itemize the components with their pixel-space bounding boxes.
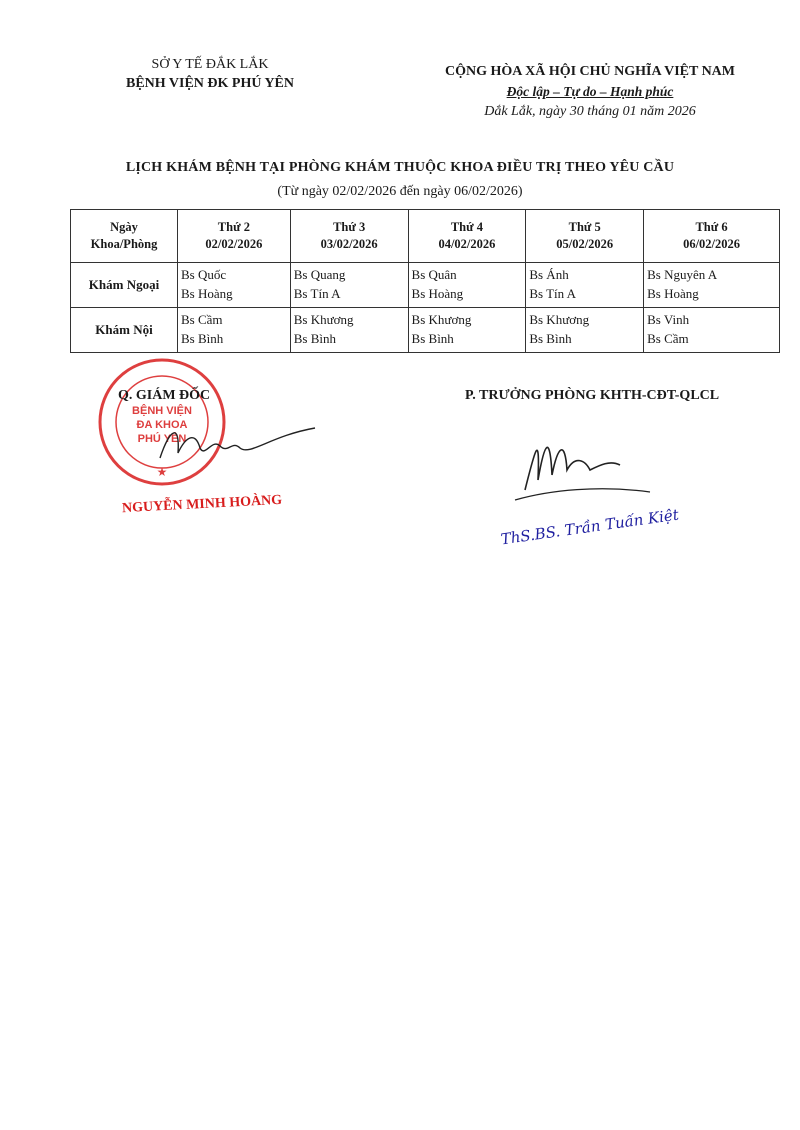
table-cell: Bs Quang Bs Tín A xyxy=(290,263,408,308)
document-title: LỊCH KHÁM BỆNH TẠI PHÒNG KHÁM THUỘC KHOA ĐIỀU TRỊ THEO YÊU CẦU xyxy=(125,160,675,175)
svg-text:★: ★ xyxy=(156,465,168,479)
table-row xyxy=(71,263,780,308)
table-cell: Bs Vinh Bs Cầm xyxy=(644,308,780,353)
left-signature xyxy=(150,418,320,473)
table-cell: Bs Khương Bs Bình xyxy=(408,308,526,353)
table-cell: Bs Cầm Bs Bình xyxy=(178,308,291,353)
table-row xyxy=(71,308,780,353)
column-header: Thứ 2 02/02/2026 xyxy=(178,210,291,263)
department-name: SỞ Y TẾ ĐẮK LẮK xyxy=(151,57,269,72)
right-signature xyxy=(510,420,660,520)
corner-header: Ngày Khoa/Phòng xyxy=(71,210,178,263)
column-header: Thứ 6 06/02/2026 xyxy=(644,210,780,263)
document-date: Dắk Lắk, ngày 30 tháng 01 năm 2026 xyxy=(484,104,696,119)
svg-text:ĐA KHOA: ĐA KHOA xyxy=(136,419,188,431)
country-name: CỘNG HÒA XÃ HỘI CHỦ NGHĨA VIỆT NAM xyxy=(444,64,735,79)
document-subtitle: (Từ ngày 02/02/2026 đến ngày 06/02/2026) xyxy=(277,184,523,199)
right-signatory-title: P. TRƯỞNG PHÒNG KHTH-CĐT-QLCL xyxy=(465,388,720,403)
column-header: Thứ 3 03/02/2026 xyxy=(290,210,408,263)
svg-text:BỆNH VIỆN: BỆNH VIỆN xyxy=(132,405,192,417)
row-label: Khám Ngoại xyxy=(71,263,178,308)
row-label: Khám Nội xyxy=(71,308,178,353)
left-signatory-name: NGUYỄN MINH HOÀNG xyxy=(121,492,283,517)
table-cell: Bs Nguyên A Bs Hoàng xyxy=(644,263,780,308)
left-signatory-title: Q. GIÁM ĐỐC xyxy=(118,388,211,403)
schedule-table xyxy=(70,209,780,353)
table-cell: Bs Quốc Bs Hoàng xyxy=(178,263,291,308)
table-cell: Bs Ánh Bs Tín A xyxy=(526,263,644,308)
column-header: Thứ 5 05/02/2026 xyxy=(526,210,644,263)
organization-header xyxy=(95,55,325,93)
table-cell: Bs Khương Bs Bình xyxy=(290,308,408,353)
right-signatory-name: ThS.BS. Trần Tuấn Kiệt xyxy=(499,505,680,549)
column-header: Thứ 4 04/02/2026 xyxy=(408,210,526,263)
national-header xyxy=(410,62,770,122)
table-cell: Bs Quân Bs Hoàng xyxy=(408,263,526,308)
table-cell: Bs Khương Bs Bình xyxy=(526,308,644,353)
table-header-row xyxy=(71,210,780,263)
hospital-name: BỆNH VIỆN ĐK PHÚ YÊN xyxy=(125,76,295,91)
national-motto: Độc lập – Tự do – Hạnh phúc xyxy=(506,84,674,99)
svg-text:PHÚ YÊN: PHÚ YÊN xyxy=(137,433,187,445)
